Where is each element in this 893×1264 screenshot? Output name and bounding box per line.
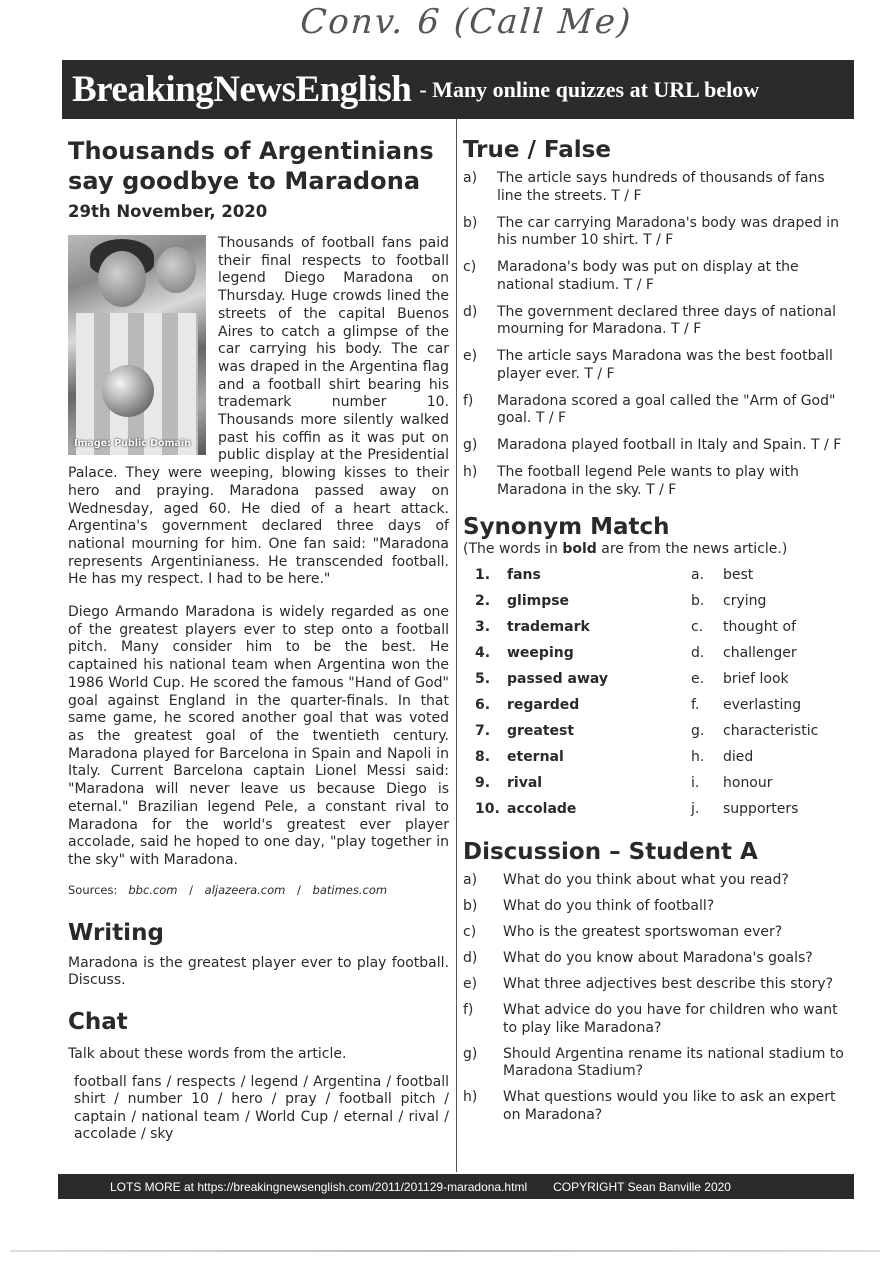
tf-question: a) The article says hundreds of thousands of fans line the streets. T / F bbox=[463, 170, 825, 204]
discussion-question: f) What advice do you have for children who want to play like Maradona? bbox=[463, 1002, 838, 1036]
writing-heading: Writing bbox=[68, 919, 164, 946]
tf-question: b) The car carrying Maradona's body was draped in his number 10 shirt. T / F bbox=[463, 214, 840, 248]
footer-copyright: COPYRIGHT Sean Banville 2020 bbox=[553, 1179, 731, 1194]
tf-question: d) The government declared three days of national mourning for Maradona. T / F bbox=[463, 303, 837, 337]
synonym-match-heading: Synonym Match bbox=[463, 514, 670, 540]
article-photo bbox=[68, 235, 206, 455]
synonym-row: 9. rival i. honour bbox=[475, 775, 773, 791]
synonym-row: 8. eternal h. died bbox=[475, 749, 754, 765]
article-paragraph-2: Diego Armando Maradona is widely regarded as one of the greatest players ever to step onto a football pitch. Many consider him to be the best. He captained his national team when Argentina won the 1986 World Cup. He scored the famous "Hand of God" goal against England in the quarter-finals. In that same game, he scored another goal that was voted as the greatest goal of the twentieth century. Maradona played for Barcelona in Spain and Napoli in Italy. Current Barcelona captain Lionel Messi said: "Maradona will never leave us because Diego is eternal." Brazilian legend Pele, a constant rival to Maradona for the world's greatest ever player accolade, said he hoped to one day, "play together in the sky" with Maradona. bbox=[68, 604, 449, 868]
article-body bbox=[68, 235, 449, 870]
chat-heading: Chat bbox=[68, 1008, 128, 1035]
column-divider bbox=[456, 119, 457, 1172]
discussion-list bbox=[463, 872, 848, 1124]
synonym-row: 3. trademark c. thought of bbox=[475, 619, 796, 635]
true-false-list bbox=[463, 170, 848, 499]
discussion-question: b) What do you think of football? bbox=[463, 898, 715, 914]
synonym-note: (The words in bold are from the news article.) bbox=[463, 541, 788, 557]
discussion-heading: Discussion – Student A bbox=[463, 839, 758, 865]
discussion-question: c) Who is the greatest sportswoman ever? bbox=[463, 924, 783, 940]
tf-question: f) Maradona scored a goal called the "Arm of God" goal. T / F bbox=[463, 392, 836, 426]
discussion-question: h) What questions would you like to ask an expert on Maradona? bbox=[463, 1089, 836, 1123]
synonym-row: 2. glimpse b. crying bbox=[475, 593, 767, 609]
site-banner bbox=[62, 60, 854, 119]
chat-instruction: Talk about these words from the article. bbox=[68, 1045, 347, 1062]
source-link[interactable]: aljazeera.com bbox=[204, 882, 286, 897]
banner-tagline: - Many online quizzes at URL below bbox=[419, 76, 760, 102]
synonym-row: 10. accolade j. supporters bbox=[475, 801, 799, 817]
synonym-table bbox=[463, 562, 848, 822]
brand-name: BreakingNewsEnglish bbox=[72, 69, 412, 110]
right-column bbox=[463, 136, 848, 1133]
tf-question: h) The football legend Pele wants to play with Maradona in the sky. T / F bbox=[463, 464, 799, 498]
sources-label: Sources: bbox=[68, 882, 118, 897]
true-false-heading: True / False bbox=[463, 137, 611, 163]
trophy-icon bbox=[102, 365, 154, 417]
source-link[interactable]: batimes.com bbox=[312, 882, 388, 897]
image-credit: Image: Public Domain bbox=[74, 438, 191, 450]
writing-prompt: Maradona is the greatest player ever to play football. Discuss. bbox=[68, 954, 449, 989]
synonym-row: 7. greatest g. characteristic bbox=[475, 723, 819, 739]
sources-line: Sources: bbc.com / aljazeera.com / batimes.com bbox=[68, 882, 388, 897]
tf-question: g) Maradona played football in Italy and Spain. T / F bbox=[463, 437, 842, 453]
article-paragraph-1: Thousands of football fans paid their final respects to football legend Diego Maradona on Thursday. Huge crowds lined the streets of the capital Buenos Aires to catch a glimpse of the car carrying his body. The car was draped in the Argentina flag and a football shirt bearing his trademark number 10. Thousands more silently walked past his coffin as it was put on public display at the Presidential Palace. They were weeping, blowing kisses to their hero and praying. Maradona passed away on Wednesday, aged 60. He died of a heart attack. Argentina's government declared three days of national mourning for him. One fan said: "Maradona represents Argentinianess. He transcended football. He has my respect. I had to be here." bbox=[68, 235, 449, 588]
article-date: 29th November, 2020 bbox=[68, 202, 268, 221]
discussion-question: g) Should Argentina rename its national stadium to Maradona Stadium? bbox=[463, 1045, 844, 1079]
footer-url-link[interactable]: LOTS MORE at https://breakingnewsenglish.com/2011/201129-maradona.html bbox=[110, 1179, 528, 1194]
handwritten-note: Conv. 6 (Call Me) bbox=[298, 2, 634, 42]
discussion-question: e) What three adjectives best describe this story? bbox=[463, 976, 834, 992]
tf-question: e) The article says Maradona was the best football player ever. T / F bbox=[463, 348, 833, 382]
synonym-row: 1. fans a. best bbox=[475, 567, 754, 583]
chat-word-list: football fans / respects / legend / Argentina / football shirt / number 10 / hero / pray / football pitch / captain / national team / World Cup / eternal / rival / accolade / sky bbox=[74, 1073, 449, 1143]
discussion-question: a) What do you think about what you read? bbox=[463, 872, 789, 888]
left-column bbox=[68, 136, 449, 1144]
synonym-row: 4. weeping d. challenger bbox=[475, 645, 797, 661]
discussion-question: d) What do you know about Maradona's goals? bbox=[463, 950, 813, 966]
synonym-row: 5. passed away e. brief look bbox=[475, 671, 789, 687]
tf-question: c) Maradona's body was put on display at the national stadium. T / F bbox=[463, 259, 799, 293]
synonym-row: 6. regarded f. everlasting bbox=[475, 697, 802, 713]
scan-edge-line bbox=[10, 1250, 880, 1252]
article-title: Thousands of Argentinians say goodbye to Maradona bbox=[68, 137, 434, 195]
source-link[interactable]: bbc.com bbox=[128, 882, 178, 897]
footer-bar bbox=[58, 1174, 854, 1199]
